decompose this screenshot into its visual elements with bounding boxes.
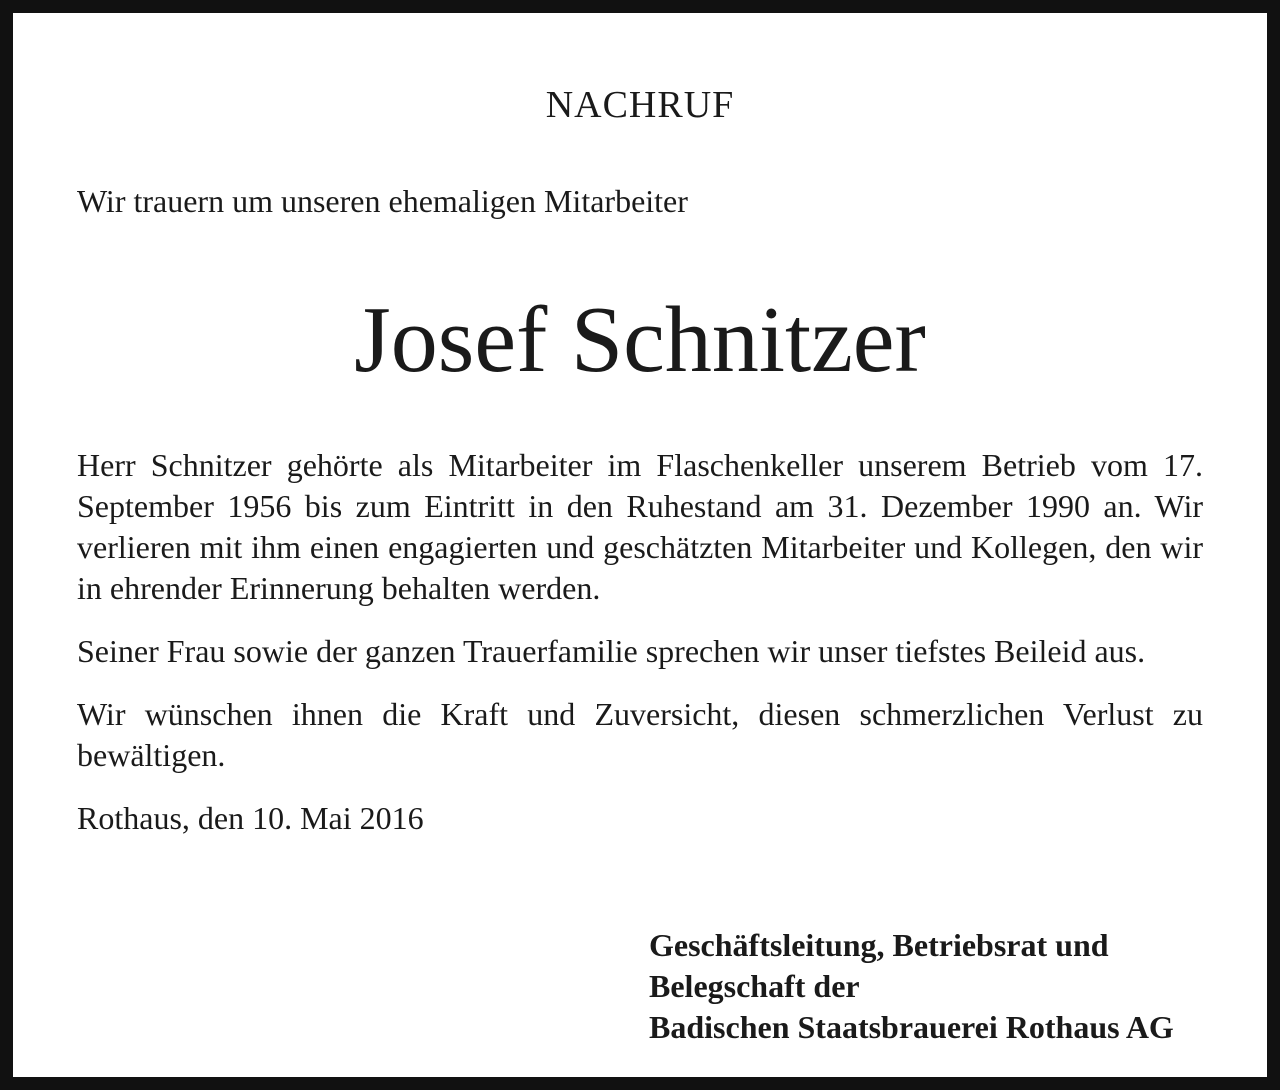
body-paragraph-wishes: Wir wünschen ihnen die Kraft und Zuversicht, diesen schmerzlichen Verlust zu bewältigen. [77, 696, 1203, 773]
obituary-body [77, 445, 1203, 861]
signature-line-1: Geschäftsleitung, Betriebsrat und [649, 927, 1109, 963]
obituary-heading: NACHRUF [545, 84, 735, 126]
signature-block [649, 925, 1249, 1048]
place-date: Rothaus, den 10. Mai 2016 [77, 800, 424, 836]
obituary-content [77, 13, 1203, 1077]
signature-line-2: Belegschaft der [649, 968, 860, 1004]
signature-line-3: Badischen Staatsbrauerei Rothaus AG [649, 1009, 1174, 1045]
body-paragraph-employment: Herr Schnitzer gehörte als Mitarbeiter im Flaschenkeller unserem Betrieb vom 17. September 1956 bis zum Eintritt in den Ruhestand am 31. Dezember 1990 an. Wir verlieren mit ihm einen engagierten und geschätzten Mitarbeiter und Kollegen, den wir in ehrender Erinnerung behalten werden. [77, 447, 1203, 606]
body-paragraph-condolences: Seiner Frau sowie der ganzen Trauerfamilie sprechen wir unser tiefstes Beileid aus. [77, 633, 1146, 669]
intro-line: Wir trauern um unseren ehemaligen Mitarbeiter [77, 183, 688, 219]
deceased-name: Josef Schnitzer [354, 288, 926, 392]
